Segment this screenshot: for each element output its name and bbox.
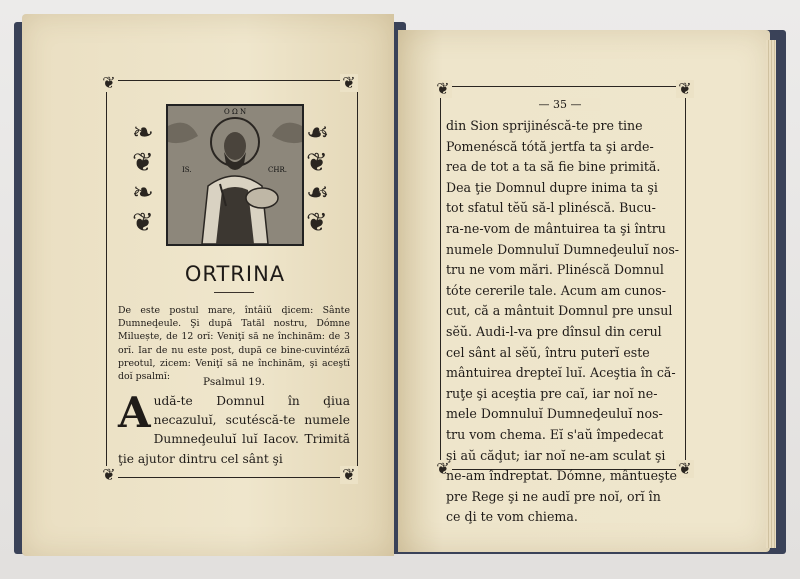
icon-right-inscription: CHR. <box>268 166 287 174</box>
icon-top-inscription: Ο Ω Ν <box>224 108 247 116</box>
text-line: tot sfatul tĕŭ să-l plinéscă. Bucu- <box>446 200 656 216</box>
text-line: rea de tot a ta să fie bine primită. <box>446 159 661 175</box>
text-line: tru ne vom mări. Plinéscă Domnul <box>446 262 664 278</box>
text-line: numele Domnuluĭ Dumneḑeuluĭ nos- <box>446 241 680 257</box>
text-line: ruţe şi aceştia pre caĭ, iar noĭ ne- <box>446 385 658 401</box>
intro-paragraph: De este postul mare, întâiŭ ḑicem: Sânte Dumneḑeule. Şi după Tatăl nostru, Dómne Miluește, de 12 orĭ: Veniţĭ să ne închinăm: de 3 orĭ. Iar de nu este post, după ce bine-cuvintéză preotul, zicem: Veniţĭ să ne închinăm, şi aceştĭ doĭ psalmĭ: <box>118 305 350 383</box>
title-divider <box>214 292 254 295</box>
text-line: tóte cererile tale. Acum am cunos- <box>446 282 666 298</box>
page-title: ORTRINA <box>184 262 286 286</box>
corner-ornament-icon: ❦ <box>676 460 694 478</box>
icon-left-inscription: IS. <box>182 166 192 174</box>
corner-ornament-icon: ❦ <box>100 466 118 484</box>
text-line: cut, că a mântuit Domnul pre unsul <box>446 303 673 319</box>
page-number: — 35 — <box>520 98 600 111</box>
text-line: Dea ţie Domnul dupre inima ta şi <box>446 179 658 195</box>
text-line: sĕŭ. Audi-l-va pre dînsul din cerul <box>446 323 662 339</box>
text-line: şi aŭ căḑut; iar noĭ ne-am sculat şi <box>446 447 666 463</box>
corner-ornament-icon: ❦ <box>434 460 452 478</box>
christ-figure-icon <box>168 106 302 244</box>
psalm-heading: Psalmul 19. <box>203 376 265 388</box>
text-line: din Sion sprijinéscă-te pre tine <box>446 118 643 133</box>
text-line: mântuirea drepteĭ luĭ. Aceştia în că- <box>446 365 676 381</box>
corner-ornament-icon: ❦ <box>100 74 118 92</box>
text-line: cel sânt al sĕŭ, întru puterĭ este <box>446 344 650 360</box>
corner-ornament-icon: ❦ <box>340 74 358 92</box>
corner-ornament-icon: ❦ <box>340 466 358 484</box>
corner-ornament-icon: ❦ <box>676 80 694 98</box>
psalm-paragraph <box>118 388 350 469</box>
corner-ornament-icon: ❦ <box>434 80 452 98</box>
scroll-ornament-icon: ❧ ❦ ❧ ❦ <box>132 118 154 238</box>
christ-icon-illustration <box>166 104 304 246</box>
psalm-text: udă-te Domnul în ḑiua necazuluĭ, scutéscă-te numele Dumneḑeuluĭ luĭ Iacov. Trimită ţie ajutor dintru cel sânt şi <box>118 394 350 466</box>
right-page-text <box>446 116 682 528</box>
scroll-ornament-icon: ☙ ❦ ☙ ❦ <box>306 118 330 238</box>
text-line: ne-am îndreptat. Dómne, mântueşte <box>446 468 677 484</box>
text-line: pre Rege şi ne audĭ pre noĭ, orĭ în <box>446 488 661 504</box>
text-line: mele Domnuluĭ Dumneḑeuluĭ nos- <box>446 406 663 422</box>
drop-cap-letter: A <box>118 388 151 437</box>
text-line: ra-ne-vom de mântuirea ta şi întru <box>446 220 666 236</box>
text-line: Pomenéscă tótă jertfa ta şi arde- <box>446 138 654 154</box>
page-edges <box>766 40 776 548</box>
text-line: tru vom chema. Eĭ s'aŭ împedecat <box>446 426 664 442</box>
text-line: ce ḑi te vom chiema. <box>446 509 578 525</box>
